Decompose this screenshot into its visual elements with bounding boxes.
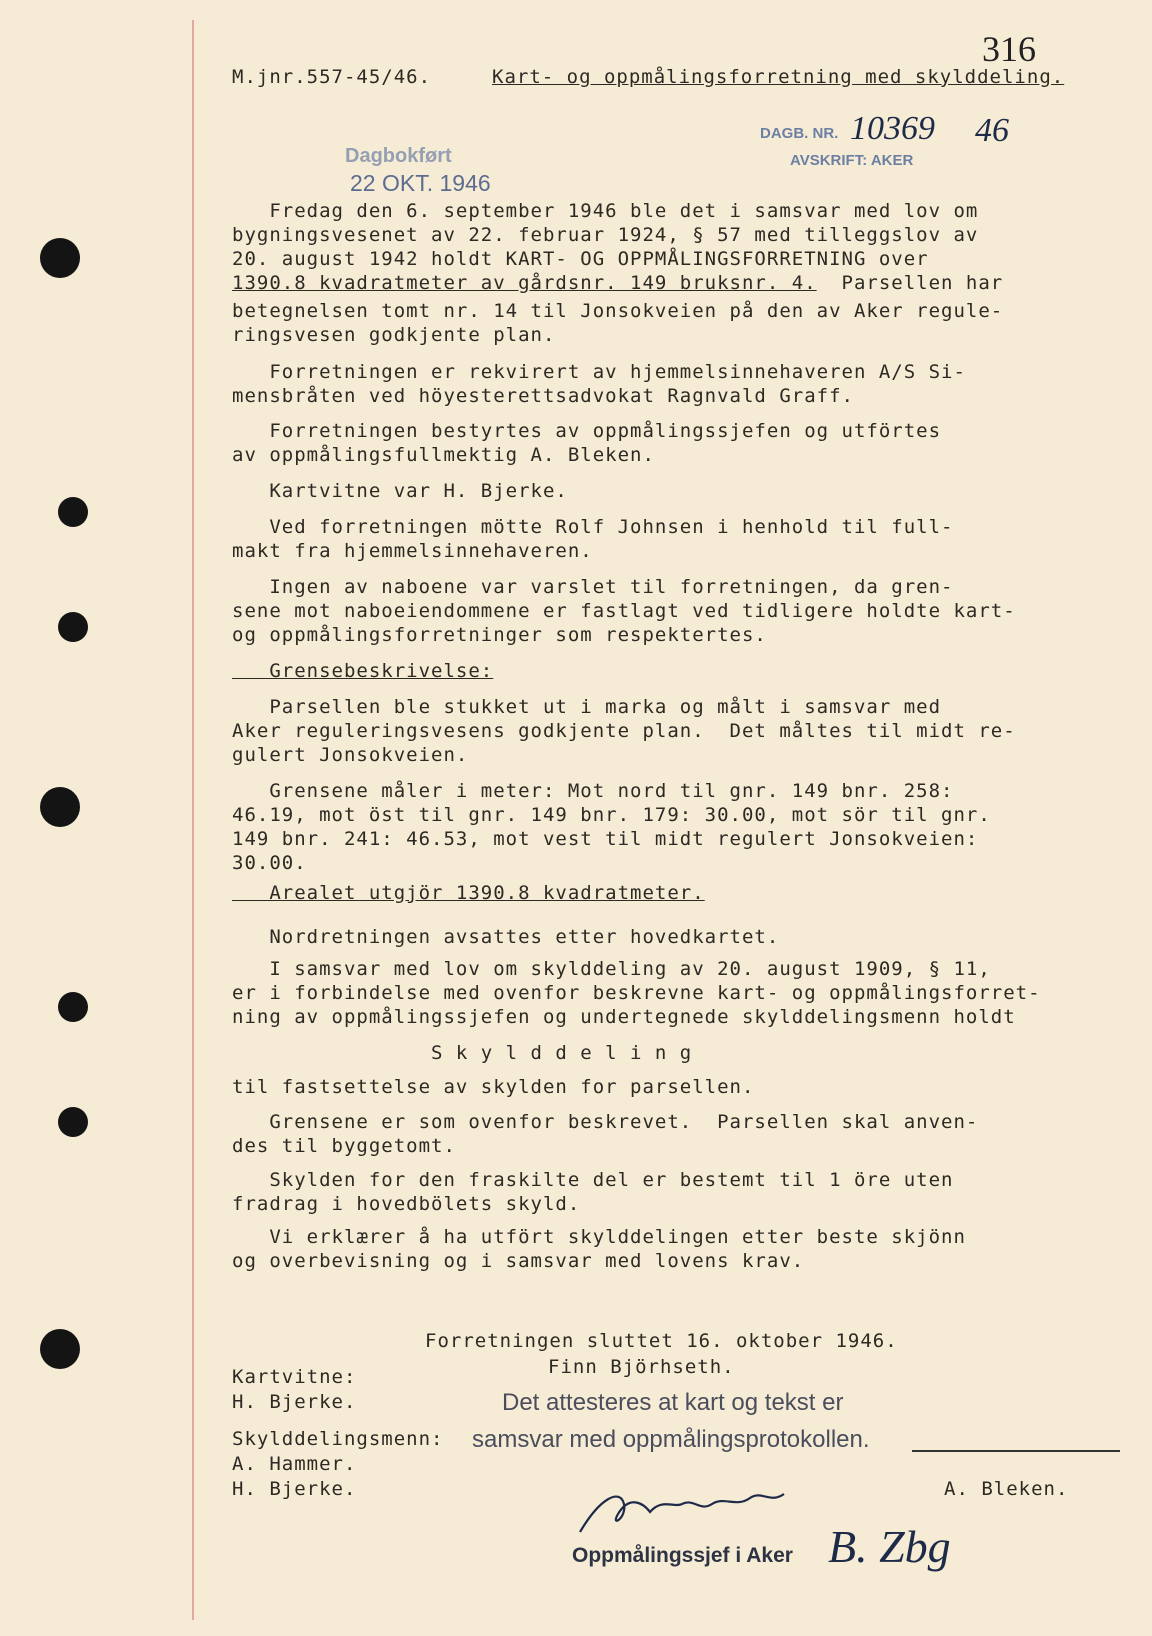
dagb-nr-value: 10369 [850, 110, 935, 147]
body-line-text: av oppmålingsfullmektig A. Bleken. [232, 444, 655, 466]
body-line [232, 720, 1016, 742]
body-line-text: 1390.8 kvadratmeter av gårdsnr. 149 bruksnr. 4. [232, 272, 817, 294]
body-line-text: mensbråten ved höyesterettsadvokat Ragnvald Graff. [232, 385, 854, 407]
body-line [232, 540, 593, 562]
body-line [232, 272, 1003, 294]
dagb-year: 46 [975, 112, 1009, 149]
body-line-text: og oppmålingsforretninger som respektertes. [232, 624, 767, 646]
punch-hole [40, 787, 80, 827]
body-line-text: betegnelsen tomt nr. 14 til Jonsokveien på den av Aker regule- [232, 300, 1004, 322]
body-line-text: des til byggetomt. [232, 1135, 456, 1157]
body-line [232, 624, 767, 646]
body-line-text: 149 bnr. 241: 46.53, mot vest til midt regulert Jonsokveien: [232, 828, 979, 850]
body-line [232, 696, 941, 718]
bleken-signature-name: A. Bleken. [944, 1478, 1069, 1500]
avskrift-stamp: AVSKRIFT: AKER [790, 152, 914, 169]
closing-signer: Finn Björhseth. [548, 1356, 735, 1378]
body-line-text: sene mot naboeiendommene er fastlagt ved tidligere holdte kart- [232, 600, 1016, 622]
body-line [232, 744, 468, 766]
body-line-text: Parsellen ble stukket ut i marka og målt i samsvar med [232, 696, 942, 718]
body-line-text: til fastsettelse av skylden for parsellen. [232, 1076, 755, 1098]
body-line [232, 804, 991, 826]
body-line-text: Kartvitne var H. Bjerke. [232, 480, 568, 502]
punch-hole [40, 238, 80, 278]
body-line [232, 248, 929, 270]
body-line-text: Grensene måler i meter: Mot nord til gnr. 149 bnr. 258: [232, 780, 954, 802]
skylddelingsmann-name-1: A. Hammer. [232, 1453, 357, 1475]
skylddelingsmann-name-2: H. Bjerke. [232, 1478, 357, 1500]
body-line-text: 20. august 1942 holdt KART- OG OPPMÅLINGSFORRETNING over [232, 248, 929, 270]
body-line-text: ringsvesen godkjente plan. [232, 324, 556, 346]
body-line-text: Fredag den 6. september 1946 ble det i samsvar med lov om [232, 200, 979, 222]
punch-hole [58, 612, 88, 642]
body-line [232, 1226, 966, 1248]
body-line-text: I samsvar med lov om skylddeling av 20. august 1909, § 11, [232, 958, 991, 980]
body-line-text: fradrag i hovedbölets skyld. [232, 1193, 581, 1215]
body-line [232, 1042, 692, 1064]
oppmalingssjef-stamp: Oppmålingssjef i Aker [572, 1544, 793, 1567]
body-line [232, 1250, 804, 1272]
body-line-text: Nordretningen avsattes etter hovedkartet. [232, 926, 780, 948]
body-line [232, 828, 978, 850]
body-line [232, 1169, 953, 1191]
body-line-text: gulert Jonsokveien. [232, 744, 469, 766]
body-line [232, 1076, 754, 1098]
document-title: Kart- og oppmålingsforretning med skylddeling. [492, 66, 1065, 88]
body-line-text: S k y l d d e l i n g [232, 1042, 693, 1064]
body-line [232, 576, 953, 598]
body-line-text: makt fra hjemmelsinnehaveren. [232, 540, 593, 562]
body-line [232, 200, 978, 222]
page-number: 316 [982, 29, 1036, 69]
body-line-text: Aker reguleringsvesens godkjente plan. Det måltes til midt re- [232, 720, 1016, 742]
body-line-text: Ingen av naboene var varslet til forretningen, da gren- [232, 576, 954, 598]
body-line-text: Forretningen er rekvirert av hjemmelsinnehaveren A/S Si- [232, 361, 966, 383]
body-line [232, 660, 493, 682]
punch-hole [40, 1329, 80, 1369]
body-line-text: 30.00. [232, 852, 307, 874]
punch-hole [58, 497, 88, 527]
body-line [232, 1193, 580, 1215]
dagbokfort-stamp-label: Dagbokført [345, 145, 452, 167]
body-line [232, 958, 991, 980]
attestation-line-1: Det attesteres at kart og tekst er [502, 1389, 844, 1416]
body-line-text: Vi erklærer å ha utfört skylddelingen etter beste skjönn [232, 1226, 966, 1248]
kartvitne-label: Kartvitne: [232, 1366, 357, 1388]
body-line [232, 516, 953, 538]
skylddelingsmenn-label: Skylddelingsmenn: [232, 1428, 444, 1450]
body-line-text: er i forbindelse med ovenfor beskrevne kart- og oppmålingsforret- [232, 982, 1041, 1004]
body-line [232, 926, 779, 948]
body-line-text: ning av oppmålingssjefen og undertegnede skylddelingsmenn holdt [232, 1006, 1016, 1028]
body-line [232, 1135, 456, 1157]
body-line [232, 1006, 1016, 1028]
body-line-suffix: Parsellen har [816, 272, 1004, 294]
body-line [232, 361, 966, 383]
body-line-text: Skylden for den fraskilte del er bestemt til 1 öre uten [232, 1169, 954, 1191]
body-line [232, 300, 1003, 322]
body-line [232, 224, 978, 246]
body-line [232, 600, 1016, 622]
body-line [232, 324, 555, 346]
body-line [232, 882, 705, 904]
body-line [232, 1111, 978, 1133]
body-line-text: Grensebeskrivelse: [232, 660, 494, 682]
attestation-line-2: samsvar med oppmålingsprotokollen. [472, 1426, 870, 1453]
body-line-text: bygningsvesenet av 22. februar 1924, § 57 med tilleggslov av [232, 224, 979, 246]
body-line [232, 480, 568, 502]
body-line-text: Ved forretningen mötte Rolf Johnsen i henhold til full- [232, 516, 954, 538]
margin-line [192, 20, 194, 1620]
kartvitne-name: H. Bjerke. [232, 1391, 357, 1413]
body-line [232, 385, 854, 407]
dagbokfort-stamp-date: 22 OKT. 1946 [350, 170, 491, 196]
body-line-text: Grensene er som ovenfor beskrevet. Parsellen skal anven- [232, 1111, 979, 1133]
dagb-nr-label: DAGB. NR. [760, 125, 839, 142]
body-line [232, 780, 953, 802]
journal-reference: M.jnr.557-45/46. [232, 66, 432, 88]
punch-hole [58, 1107, 88, 1137]
body-line-text: 46.19, mot öst til gnr. 149 bnr. 179: 30.00, mot sör til gnr. [232, 804, 991, 826]
punch-hole [58, 992, 88, 1022]
closing-ended: Forretningen sluttet 16. oktober 1946. [425, 1330, 898, 1352]
body-line [232, 444, 655, 466]
body-line [232, 982, 1041, 1004]
body-line-text: Arealet utgjör 1390.8 kvadratmeter. [232, 882, 705, 904]
body-line-text: Forretningen bestyrtes av oppmålingssjefen og utförtes [232, 420, 942, 442]
handwritten-signature [570, 1468, 820, 1548]
body-line [232, 852, 307, 874]
body-line [232, 420, 941, 442]
handwritten-initials: B. Zbg [828, 1521, 951, 1572]
body-line-text: og overbevisning og i samsvar med lovens krav. [232, 1250, 805, 1272]
signature-line [912, 1450, 1120, 1452]
